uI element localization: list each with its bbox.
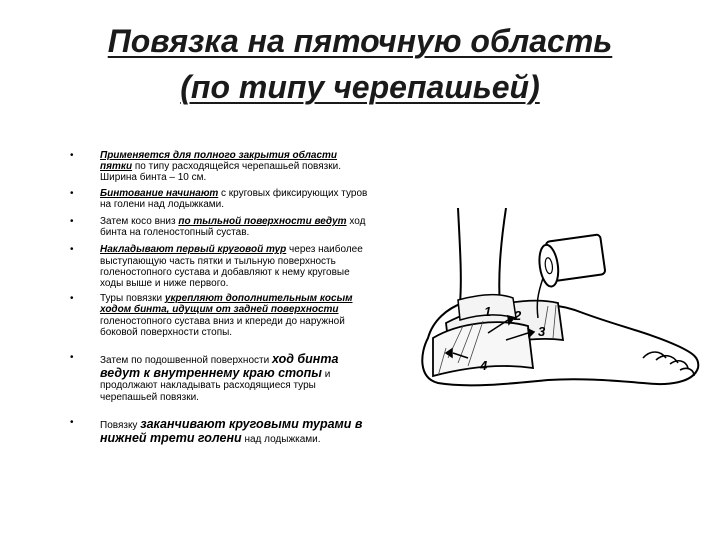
bullet-item — [70, 216, 370, 238]
bullet-emphasis: по тыльной поверхности ведут — [178, 216, 347, 228]
bullet-text: Затем по подошвенной поверхности — [100, 355, 272, 367]
leg-outline — [458, 208, 506, 308]
title-line-1: Повязка на пяточную область — [107, 23, 613, 59]
bullet-text: по типу расходящейся черепашьей повязки. Ширина бинта – 10 см. — [100, 161, 341, 184]
bullet-emphasis: Накладывают первый круговой тур — [100, 244, 287, 256]
figure-label-3: 3 — [538, 324, 546, 339]
bullet-item — [70, 293, 370, 338]
bullet-emphasis: ход бинта ведут к внутреннему краю стопы — [100, 352, 339, 381]
bullet-emphasis: заканчивают круговыми турами в нижней трети голени — [100, 416, 363, 446]
slide-title — [20, 18, 700, 110]
title-line-2: (по типу черепашьей) — [180, 69, 540, 105]
bullet-text: Затем косо вниз — [100, 216, 179, 228]
bullet-item — [70, 352, 370, 403]
bullet-text: над лодыжками. — [241, 434, 321, 446]
bullet-item — [70, 417, 370, 445]
bullet-text: и продолжают накладывать расходящиеся туры черепашьей повязки. — [100, 369, 331, 403]
bullet-text: с круговых фиксирующих туров на голени над лодыжками. — [100, 187, 368, 210]
heel-bandage-illustration — [388, 208, 718, 408]
bullet-emphasis: укрепляют дополнительным косым ходом бинта, идущим от задней поверхности — [100, 293, 353, 316]
bullet-text: Повязку — [100, 419, 141, 431]
bullet-emphasis: Применяется для полного закрытия области пятки — [100, 150, 338, 173]
bullet-text: ход бинта на голеностопный сустав. — [100, 216, 366, 239]
figure-label-4: 4 — [480, 358, 488, 373]
bullet-item — [70, 244, 370, 289]
bullet-emphasis: Бинтование начинают — [100, 187, 219, 199]
bullet-item — [70, 150, 370, 184]
bullet-item — [70, 188, 370, 210]
bullet-text: через наиболее выступающую часть пятки и тыльную поверхность голеностопного сустава и добавляют к нему круговые ходы выше и ниже первого. — [100, 244, 363, 290]
bullet-text: голеностопного сустава вниз и кпереди до наружной боковой поверхности стопы. — [100, 315, 345, 338]
bullet-text: Туры повязки — [100, 293, 165, 305]
figure-label-1: 1 — [484, 304, 492, 319]
bullet-list — [70, 150, 370, 445]
figure-label-2: 2 — [514, 308, 522, 323]
